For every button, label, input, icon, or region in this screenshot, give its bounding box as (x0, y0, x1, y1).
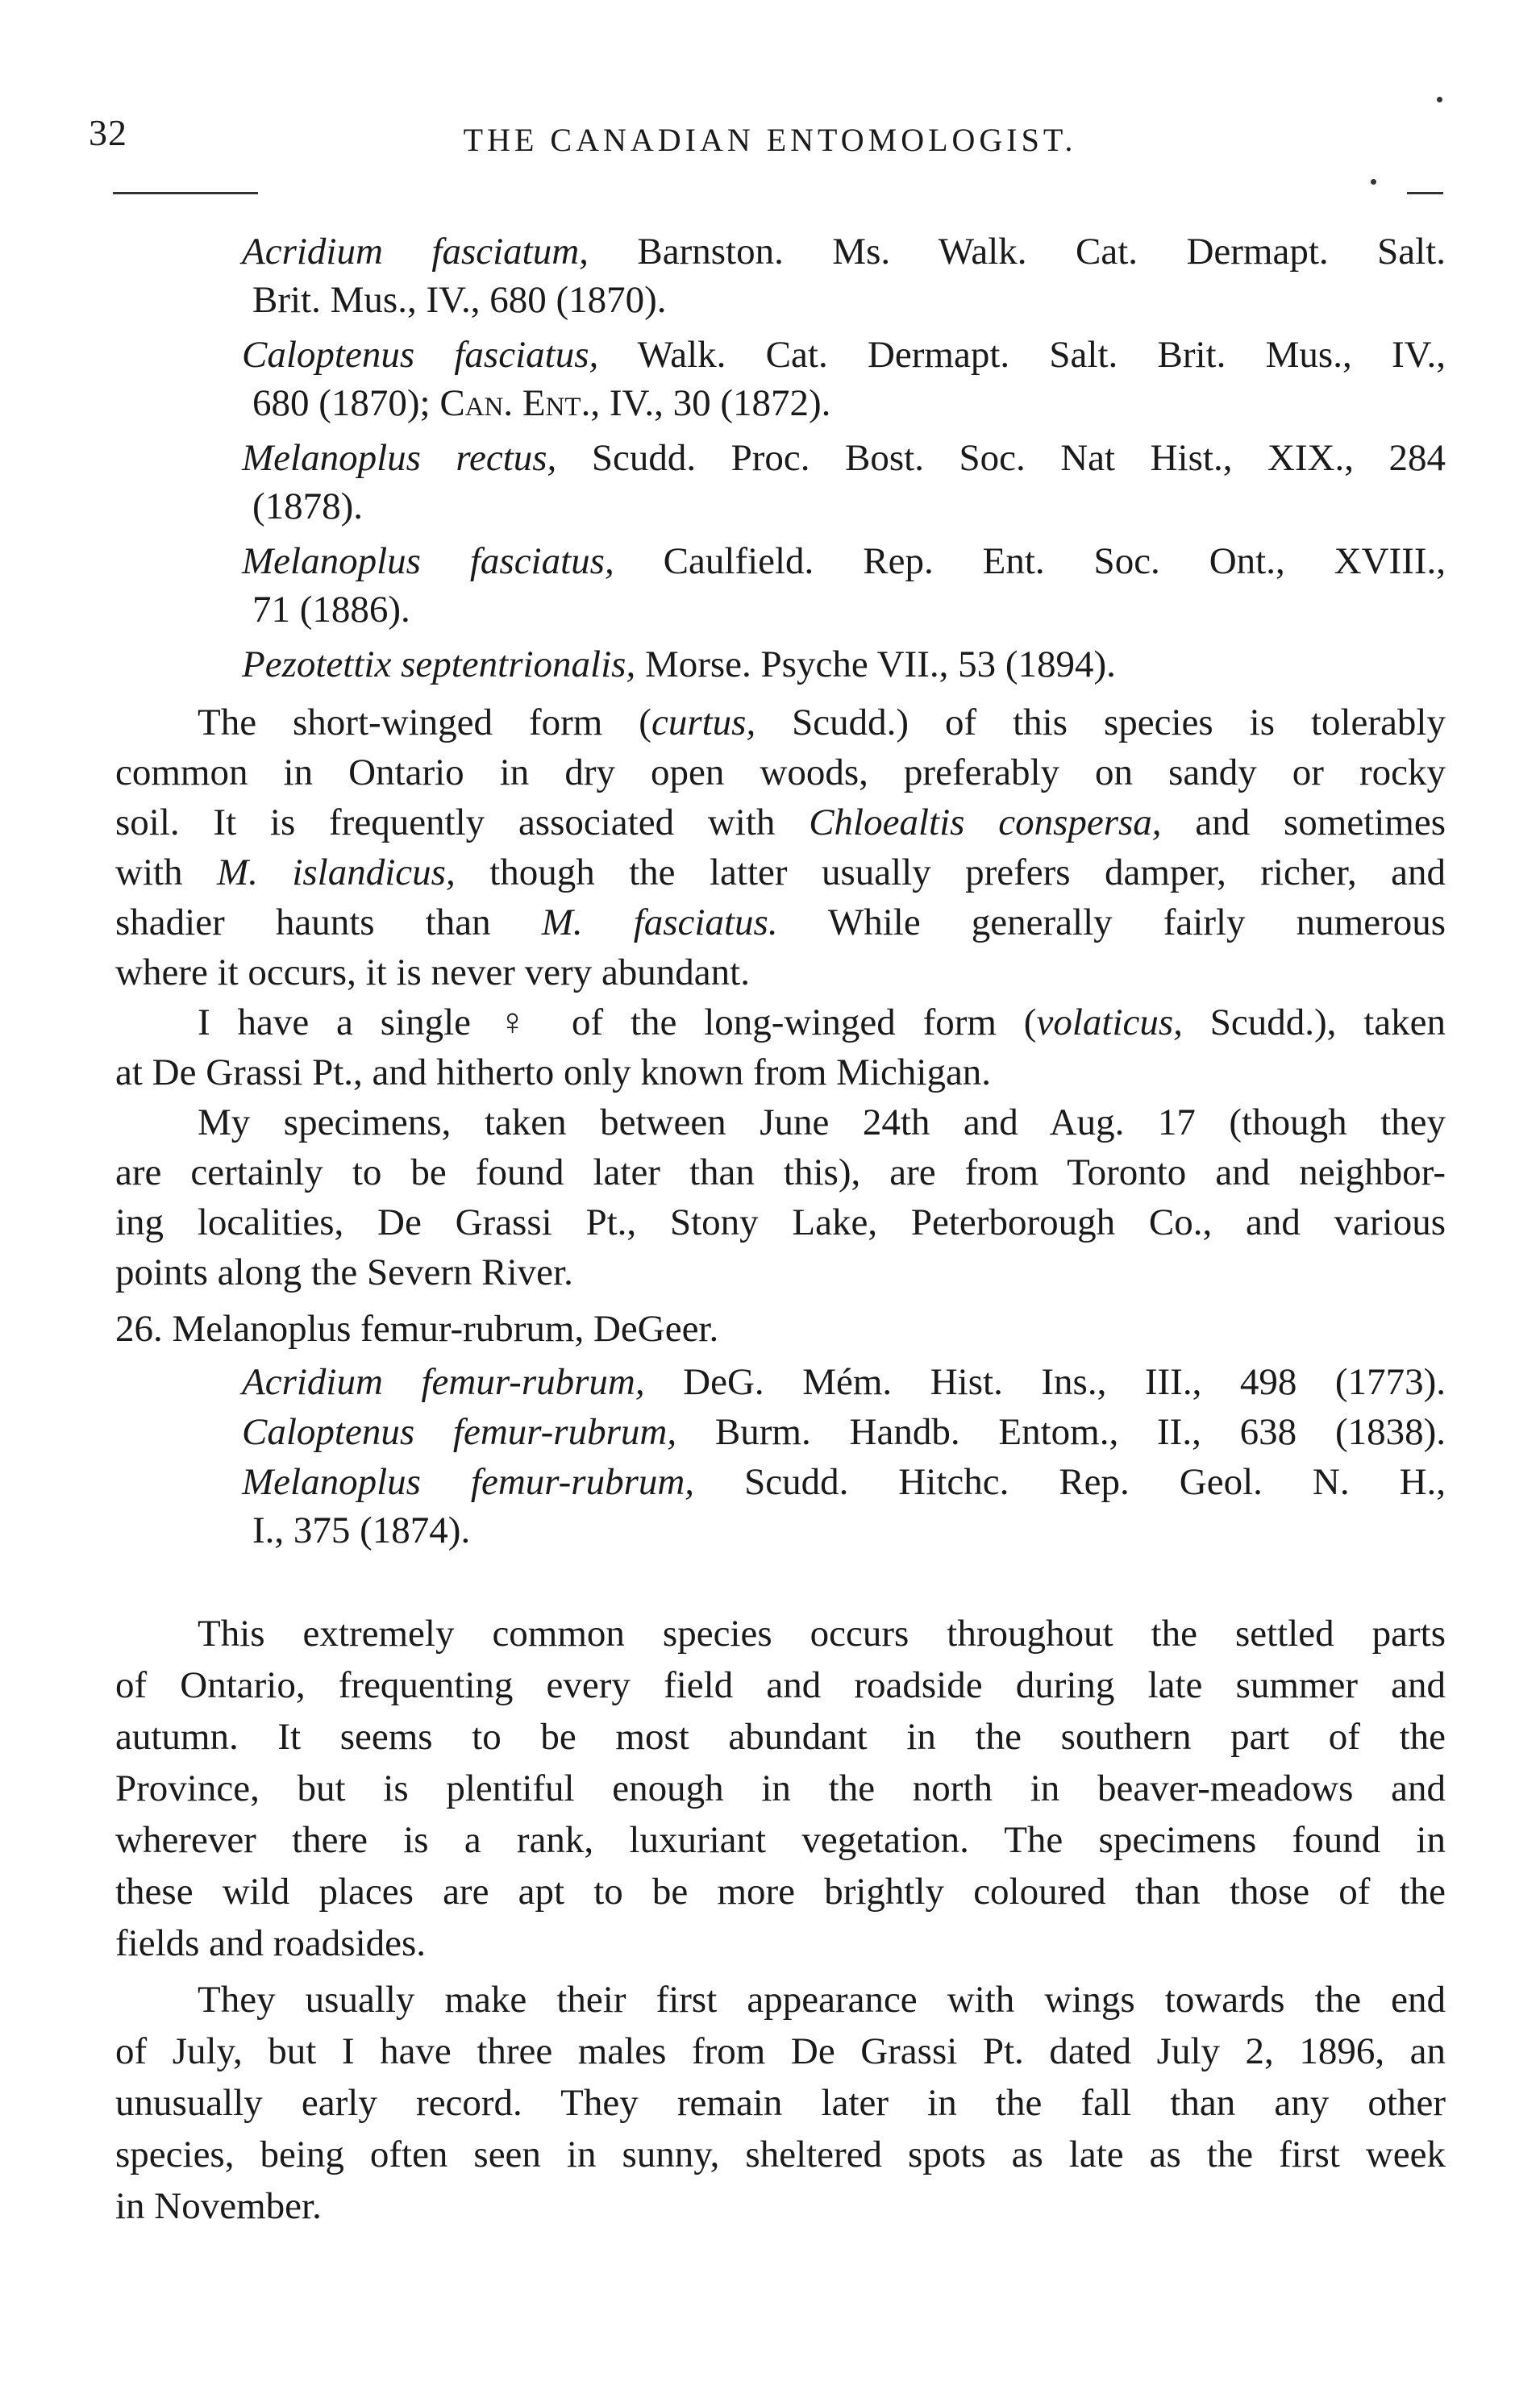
synonym-entry (242, 1458, 1446, 1506)
paragraph-line: This extremely common species occurs throughout the settled parts (198, 1613, 1446, 1655)
taxon-name: Chloealtis conspersa, (809, 801, 1162, 843)
paragraph-line: My specimens, taken between June 24th and Aug. 17 (though they (198, 1101, 1446, 1143)
paragraph-line: ing localities, De Grassi Pt., Stony Lake, Peterborough Co., and various (115, 1201, 1446, 1243)
citation-continued: I., 375 (1874). (252, 1509, 471, 1551)
citation-continued: Brit. Mus., IV., 680 (1870). (252, 279, 667, 321)
paragraph-line (115, 848, 1446, 897)
taxon-name: Melanoplus rectus, (242, 437, 557, 479)
paragraph-line: these wild places are apt to be more brightly coloured than those of the (115, 1871, 1446, 1913)
citation: Walk. Cat. Dermapt. Salt. Brit. Mus., IV., (637, 334, 1446, 376)
synonym-entry (242, 640, 1116, 689)
page-number: 32 (89, 112, 127, 153)
taxon-name: curtus, (651, 702, 756, 743)
text: Scudd.) of this species is tolerably (755, 702, 1446, 743)
paragraph-line: of Ontario, frequenting every field and roadside during late summer and (115, 1664, 1446, 1706)
text: While generally fairly numerous (777, 901, 1446, 943)
paragraph-line (198, 998, 1446, 1047)
text: I have a single ♀ of the long-winged form ( (198, 1001, 1037, 1043)
synonym-entry (242, 537, 1446, 585)
paragraph-line: Province, but is plentiful enough in the north in beaver-meadows and (115, 1767, 1446, 1809)
citation: Scudd. Hitchc. Rep. Geol. N. H., (744, 1461, 1446, 1503)
citation: 680 (1870); (252, 382, 431, 424)
citation: , IV., 30 (1872). (590, 382, 831, 424)
citation: Scudd. Proc. Bost. Soc. Nat Hist., XIX., 284 (591, 437, 1446, 479)
header-rule-left (113, 192, 258, 194)
paragraph-line (198, 698, 1446, 747)
print-speck (1437, 97, 1442, 102)
paragraph-line: points along the Severn River. (115, 1251, 573, 1293)
synonym-entry (242, 227, 1446, 276)
taxon-name: Caloptenus femur-rubrum, (242, 1411, 677, 1453)
text: Scudd.), taken (1182, 1001, 1446, 1043)
print-speck (1371, 179, 1376, 185)
paragraph-line: species, being often seen in sunny, sheltered spots as late as the first week (115, 2134, 1446, 2175)
taxon-name: M. fasciatus. (541, 901, 778, 943)
synonym-entry (242, 331, 1446, 379)
paragraph-line: where it occurs, it is never very abundant. (115, 951, 750, 993)
taxon-name: Melanoplus femur-rubrum, (242, 1461, 695, 1503)
synonym-entry (242, 434, 1446, 482)
header-rule-right (1407, 192, 1443, 194)
taxon-name: Acridium fasciatum, (242, 231, 589, 273)
taxon-name: Melanoplus fasciatus, (242, 540, 614, 582)
citation: Burm. Handb. Entom., II., 638 (1838). (714, 1411, 1446, 1453)
taxon-name: Caloptenus fasciatus, (242, 334, 599, 376)
citation-continued: 71 (1886). (252, 589, 410, 631)
paragraph-line: autumn. It seems to be most abundant in the southern part of the (115, 1716, 1446, 1758)
paragraph-line: wherever there is a rank, luxuriant vegetation. The specimens found in (115, 1819, 1446, 1861)
paragraph-line (115, 898, 1446, 947)
paragraph-line: common in Ontario in dry open woods, preferably on sandy or rocky (115, 752, 1446, 793)
paragraph-line: fields and roadsides. (115, 1922, 427, 1964)
text: and sometimes (1161, 801, 1446, 843)
taxon-name: Pezotettix septentrionalis, (242, 643, 636, 685)
taxon-name: volaticus, (1036, 1001, 1183, 1043)
paragraph-line: They usually make their first appearance with wings towards the end (198, 1979, 1446, 2021)
taxon-name: Acridium femur-rubrum, (242, 1361, 645, 1403)
text: with (115, 851, 217, 893)
paragraph-line: at De Grassi Pt., and hitherto only known from Michigan. (115, 1051, 992, 1093)
running-title: THE CANADIAN ENTOMOLOGIST. (463, 122, 1077, 158)
citation: DeG. Mém. Hist. Ins., III., 498 (1773). (683, 1361, 1446, 1403)
paragraph-line: in November. (115, 2185, 322, 2227)
text: The short-winged form ( (198, 702, 651, 743)
synonym-entry (242, 1408, 1446, 1456)
species-heading: 26. Melanoplus femur-rubrum, DeGeer. (115, 1308, 719, 1350)
citation: Barnston. Ms. Walk. Cat. Dermapt. Salt. (637, 231, 1446, 273)
text: though the latter usually prefers damper, richer, and (455, 851, 1446, 893)
paragraph-line: are certainly to be found later than this), are from Toronto and neighbor- (115, 1151, 1446, 1193)
synonym-entry (242, 1358, 1446, 1406)
paragraph-line (115, 798, 1446, 847)
citation-continued (252, 379, 830, 427)
paragraph-line: of July, but I have three males from De Grassi Pt. dated July 2, 1896, an (115, 2030, 1446, 2072)
paragraph-line: unusually early record. They remain later in the fall than any other (115, 2082, 1446, 2124)
citation: Morse. Psyche VII., 53 (1894). (644, 643, 1116, 685)
taxon-name: M. islandicus, (217, 851, 456, 893)
citation: Caulfield. Rep. Ent. Soc. Ont., XVIII., (663, 540, 1446, 582)
journal-abbrev: Can. Ent. (439, 382, 591, 424)
text: soil. It is frequently associated with (115, 801, 810, 843)
citation-continued: (1878). (252, 485, 364, 527)
text: shadier haunts than (115, 901, 542, 943)
